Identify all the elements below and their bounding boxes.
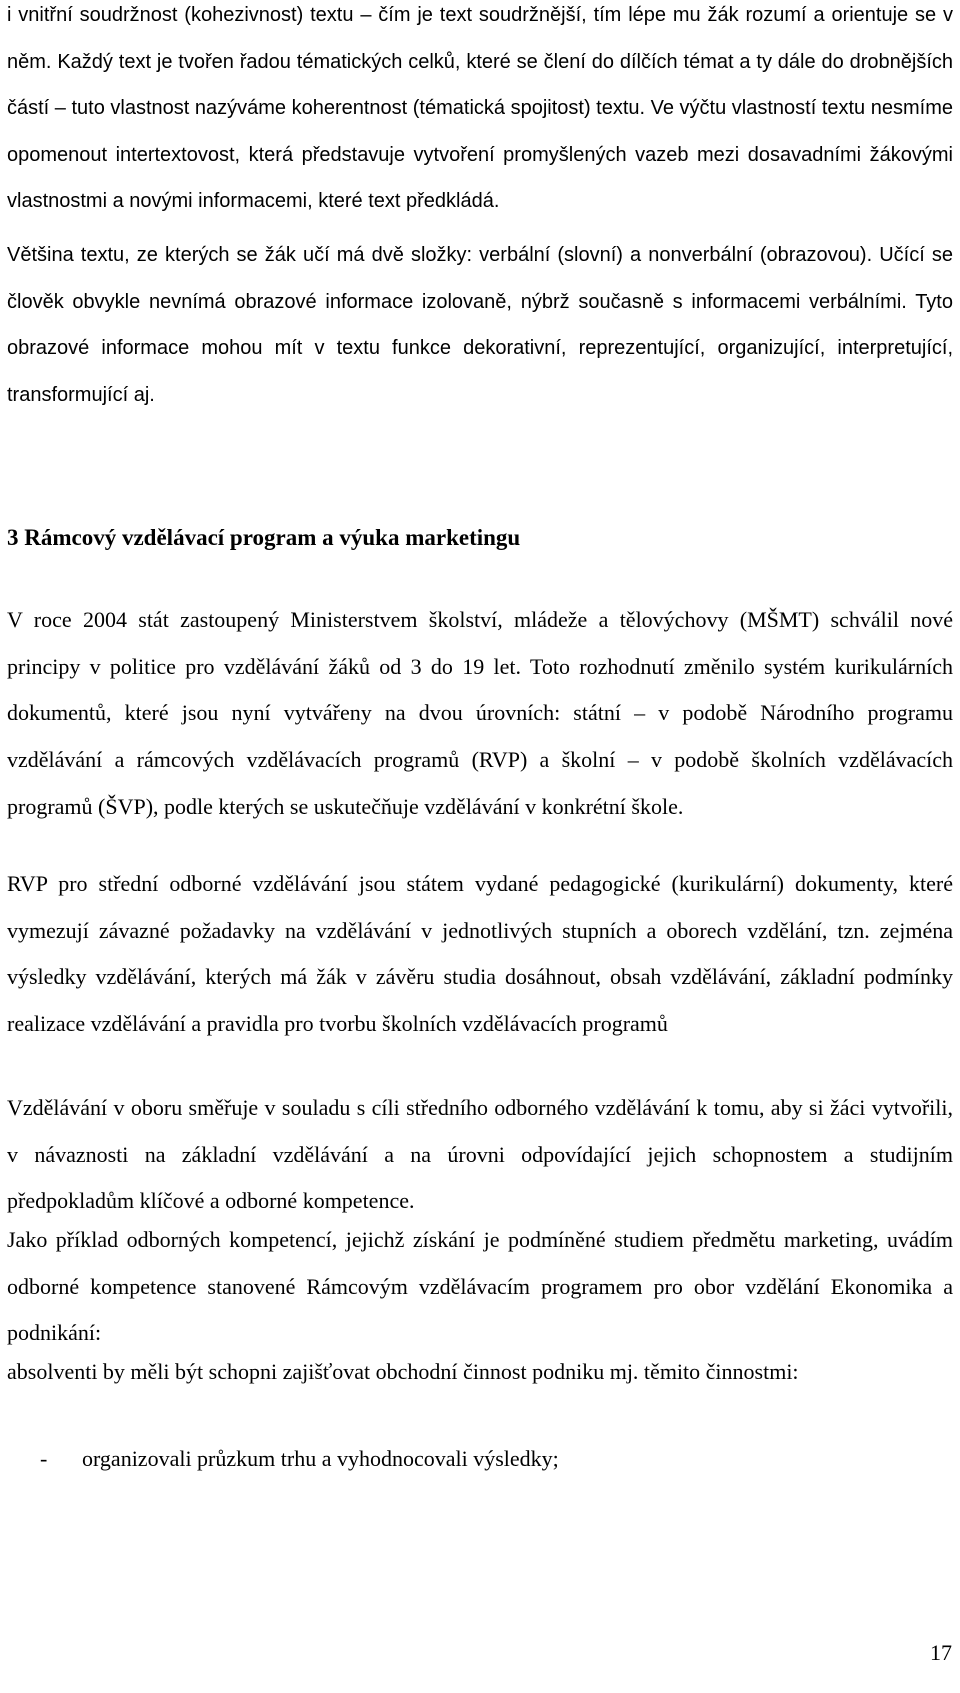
paragraph-text-properties: i vnitřní soudržnost (kohezivnost) textu – čím je text soudržnější, tím lépe mu žák rozumí a orientuje se v něm. Každý text je tvořen řadou tématických celků, které se člení do dílčích témat a ty dále do drobnějších částí – tuto vlastnost nazýváme koherentnost (tématická spojitost) textu. Ve výčtu vlastností textu nesmíme opomenout intertextovost, která představuje vytvoření promyšlených vazeb mezi dosavadními žákovými vlastnostmi a novými informacemi, které text předkládá.	[7, 4, 953, 213]
page-number: 17	[930, 1640, 952, 1665]
paragraph-competences-example: Jako příklad odborných kompetencí, jejichž získání je podmíněné studiem předmětu marketing, uvádím odborné kompetence stanovené Rámcovým vzdělávacím programem pro obor vzdělání Ekonomika a podnikání:	[7, 1227, 953, 1346]
section-heading: 3 Rámcový vzdělávací program a výuka marketingu	[7, 525, 521, 550]
paragraph-verbal-nonverbal: Většina textu, ze kterých se žák učí má dvě složky: verbální (slovní) a nonverbální (obrazovou). Učící se člověk obvykle nevnímá obrazové informace izolovaně, nýbrž současně s informacemi verbálními. Tyto obrazové informace mohou mít v textu funkce dekorativní, reprezentující, organizující, interpretující, transformující aj.	[7, 244, 953, 406]
paragraph-rvp-definition: RVP pro střední odborné vzdělávání jsou státem vydané pedagogické (kurikulární) dokumenty, které vymezují závazné požadavky na vzdělávání v jednotlivých stupních a oborech vzdělání, tzn. zejména výsledky vzdělávání, kterých má žák v závěru studia dosáhnout, obsah vzdělávání, základní podmínky realizace vzdělávání a pravidla pro tvorbu školních vzdělávacích programů	[7, 871, 953, 1037]
paragraph-education-goal: Vzdělávání v oboru směřuje v souladu s cíli středního odborného vzdělávání k tomu, aby si žáci vytvořili, v návaznosti na základní vzdělávání a na úrovni odpovídající jejich schopnostem a studijním předpokladům klíčové a odborné kompetence.	[7, 1095, 953, 1214]
list-item-text: organizovali průzkum trhu a vyhodnocovali výsledky;	[82, 1446, 559, 1471]
paragraph-graduates: absolventi by měli být schopni zajišťovat obchodní činnost podniku mj. těmito činnostmi:	[7, 1359, 799, 1384]
paragraph-msmt-2004: V roce 2004 stát zastoupený Ministerstvem školství, mládeže a tělovýchovy (MŠMT) schválil nové principy v politice pro vzdělávání žáků od 3 do 19 let. Toto rozhodnutí změnilo systém kurikulárních dokumentů, které jsou nyní vytvářeny na dvou úrovních: státní – v podobě Národního programu vzdělávání a rámcových vzdělávacích programů (RVP) a školní – v podobě školních vzdělávacích programů (ŠVP), podle kterých se uskutečňuje vzdělávání v konkrétní škole.	[7, 607, 953, 819]
list-bullet: -	[40, 1446, 48, 1471]
